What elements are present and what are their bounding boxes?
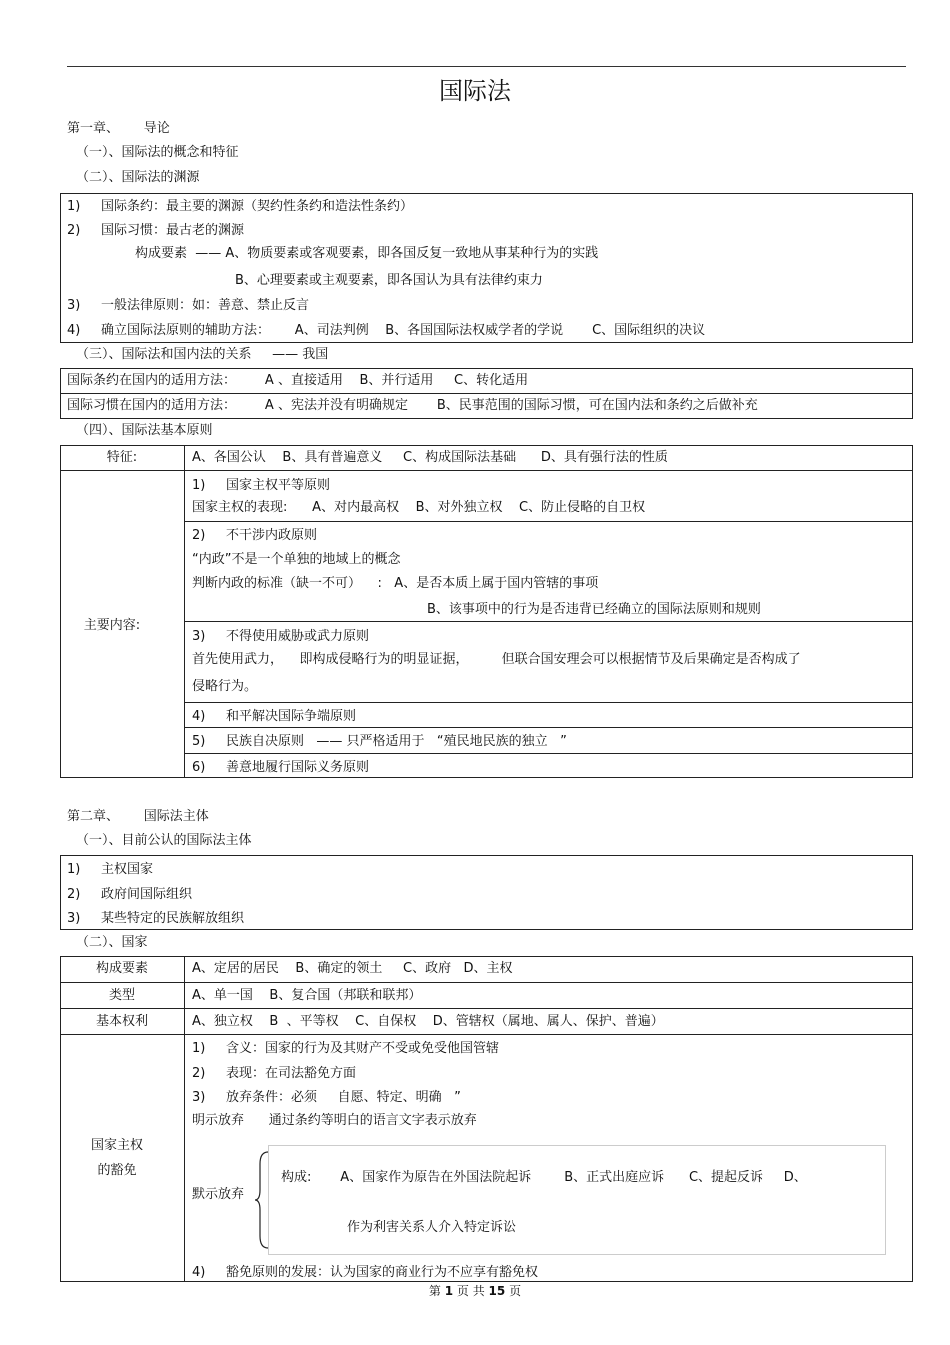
document-title: 国际法	[439, 77, 511, 105]
table-row-label: 基本权利	[95, 1014, 148, 1029]
table-row: 国际条约在国内的适用方法： A 、直接适用 B、并行适用 C、转化适用	[67, 373, 529, 388]
implicit-waiver-label: 默示放弃	[192, 1187, 245, 1202]
table-divider	[184, 727, 913, 728]
chapter-2-heading: 第二章、 国际法主体	[67, 809, 209, 824]
list-item: 3) 一般法律原则：如：善意、禁止反言	[67, 298, 310, 313]
principle-title: 6) 善意地履行国际义务原则	[192, 760, 370, 775]
principle-title: 5) 民族自决原则 —— 只严格适用于 “殖民地民族的独立 ”	[192, 734, 567, 749]
immunity-label: 的豁免	[97, 1163, 137, 1178]
principle-title: 3) 不得使用威胁或武力原则	[192, 629, 370, 644]
table-divider	[60, 1008, 913, 1009]
table-divider	[60, 982, 913, 983]
principle-title: 1) 国家主权平等原则	[192, 478, 331, 493]
implicit-waiver-box	[268, 1145, 886, 1255]
list-item: 4) 确立国际法原则的辅助方法： A、司法判例 B、各国国际法权威学者的学说 C、国际组织的决议	[67, 323, 706, 338]
footer-text: 页	[505, 1284, 522, 1298]
list-item: 3) 某些特定的民族解放组织	[67, 911, 245, 926]
principle-title: 2) 不干涉内政原则	[192, 528, 318, 543]
total-pages: 15	[488, 1284, 506, 1298]
section-heading: （三）、国际法和国内法的关系 —— 我国	[76, 347, 329, 362]
table-divider	[184, 702, 913, 703]
table-divider	[184, 753, 913, 754]
table-divider	[60, 1034, 913, 1035]
section-heading: （二）、国家	[76, 935, 148, 950]
list-item: 1) 国际条约：最主要的渊源（契约性条约和造法性条约）	[67, 199, 414, 214]
principle-detail: B、该事项中的行为是否违背已经确立的国际法原则和规则	[427, 602, 761, 617]
list-item: 2) 政府间国际组织	[67, 887, 193, 902]
table-divider	[184, 521, 913, 522]
table-divider	[184, 621, 913, 622]
feature-value: A、各国公认 B、具有普遍意义 C、构成国际法基础 D、具有强行法的性质	[192, 450, 668, 465]
feature-label: 特征:	[106, 450, 138, 465]
top-rule	[67, 66, 906, 67]
list-item: 1) 主权国家	[67, 862, 154, 877]
list-item: 构成要素 —— A、物质要素或客观要素，即各国反复一致地从事某种行为的实践	[135, 246, 599, 261]
table-divider	[184, 445, 185, 778]
section-heading: （四）、国际法基本原则	[76, 423, 213, 438]
table-divider	[184, 956, 185, 1282]
section-heading: （一）、目前公认的国际法主体	[76, 833, 252, 848]
section-heading: （一）、国际法的概念和特征	[76, 145, 239, 160]
list-item: 2) 国际习惯：最古老的渊源	[67, 223, 245, 238]
table-row: 国际习惯在国内的适用方法： A 、宪法并没有明确规定 B、民事范围的国际习惯，可在国内法和条约之后做补充	[67, 398, 758, 413]
immunity-item: 3) 放弃条件：必须 自愿、特定、明确 ”	[192, 1090, 461, 1105]
footer-text: 第	[428, 1284, 445, 1298]
sources-box	[60, 193, 913, 343]
main-content-label: 主要内容:	[83, 618, 141, 633]
principle-title: 4) 和平解决国际争端原则	[192, 709, 357, 724]
table-row-value: A、独立权 B 、平等权 C、自保权 D、管辖权（属地、属人、保护、普遍）	[192, 1014, 664, 1029]
section-heading: （二）、国际法的渊源	[76, 170, 200, 185]
chapter-1-heading: 第一章、 导论	[67, 121, 170, 136]
principle-detail: “内政”不是一个单独的地域上的概念	[192, 552, 401, 567]
table-row-value: A、单一国 B、复合国（邦联和联邦）	[192, 988, 422, 1003]
table-divider	[60, 393, 913, 394]
curly-brace-icon	[254, 1150, 270, 1250]
immunity-label: 国家主权	[90, 1138, 143, 1153]
immunity-item: 2) 表现：在司法豁免方面	[192, 1066, 357, 1081]
immunity-item: 明示放弃 通过条约等明白的语言文字表示放弃	[192, 1113, 477, 1128]
principle-detail: 判断内政的标准（缺一不可） : A、是否本质上属于国内管辖的事项	[192, 576, 599, 591]
immunity-item: 4) 豁免原则的发展：认为国家的商业行为不应享有豁免权	[192, 1265, 539, 1280]
table-row-label: 类型	[108, 988, 135, 1003]
footer-text: 页 共	[453, 1284, 489, 1298]
table-row-value: A、定居的居民 B、确定的领土 C、政府 D、主权	[192, 961, 513, 976]
table-divider	[60, 470, 913, 471]
implicit-waiver-detail: 构成: A、国家作为原告在外国法院起诉 B、正式出庭应诉 C、提起反诉 D、	[281, 1170, 807, 1185]
implicit-waiver-detail: 作为利害关系人介入特定诉讼	[347, 1220, 517, 1235]
table-row-label: 构成要素	[95, 961, 148, 976]
principle-detail: 侵略行为。	[192, 679, 258, 694]
page-footer	[0, 1284, 950, 1298]
list-item: B、心理要素或主观要素，即各国认为具有法律约束力	[235, 273, 543, 288]
page-number: 1	[444, 1284, 454, 1298]
principle-detail: 国家主权的表现: A、对内最高权 B、对外独立权 C、防止侵略的自卫权	[192, 500, 646, 515]
principle-detail: 首先使用武力， 即构成侵略行为的明显证据， 但联合国安理会可以根据情节及后果确定是否构成了	[192, 652, 801, 667]
immunity-item: 1) 含义：国家的行为及其财产不受或免受他国管辖	[192, 1041, 500, 1056]
